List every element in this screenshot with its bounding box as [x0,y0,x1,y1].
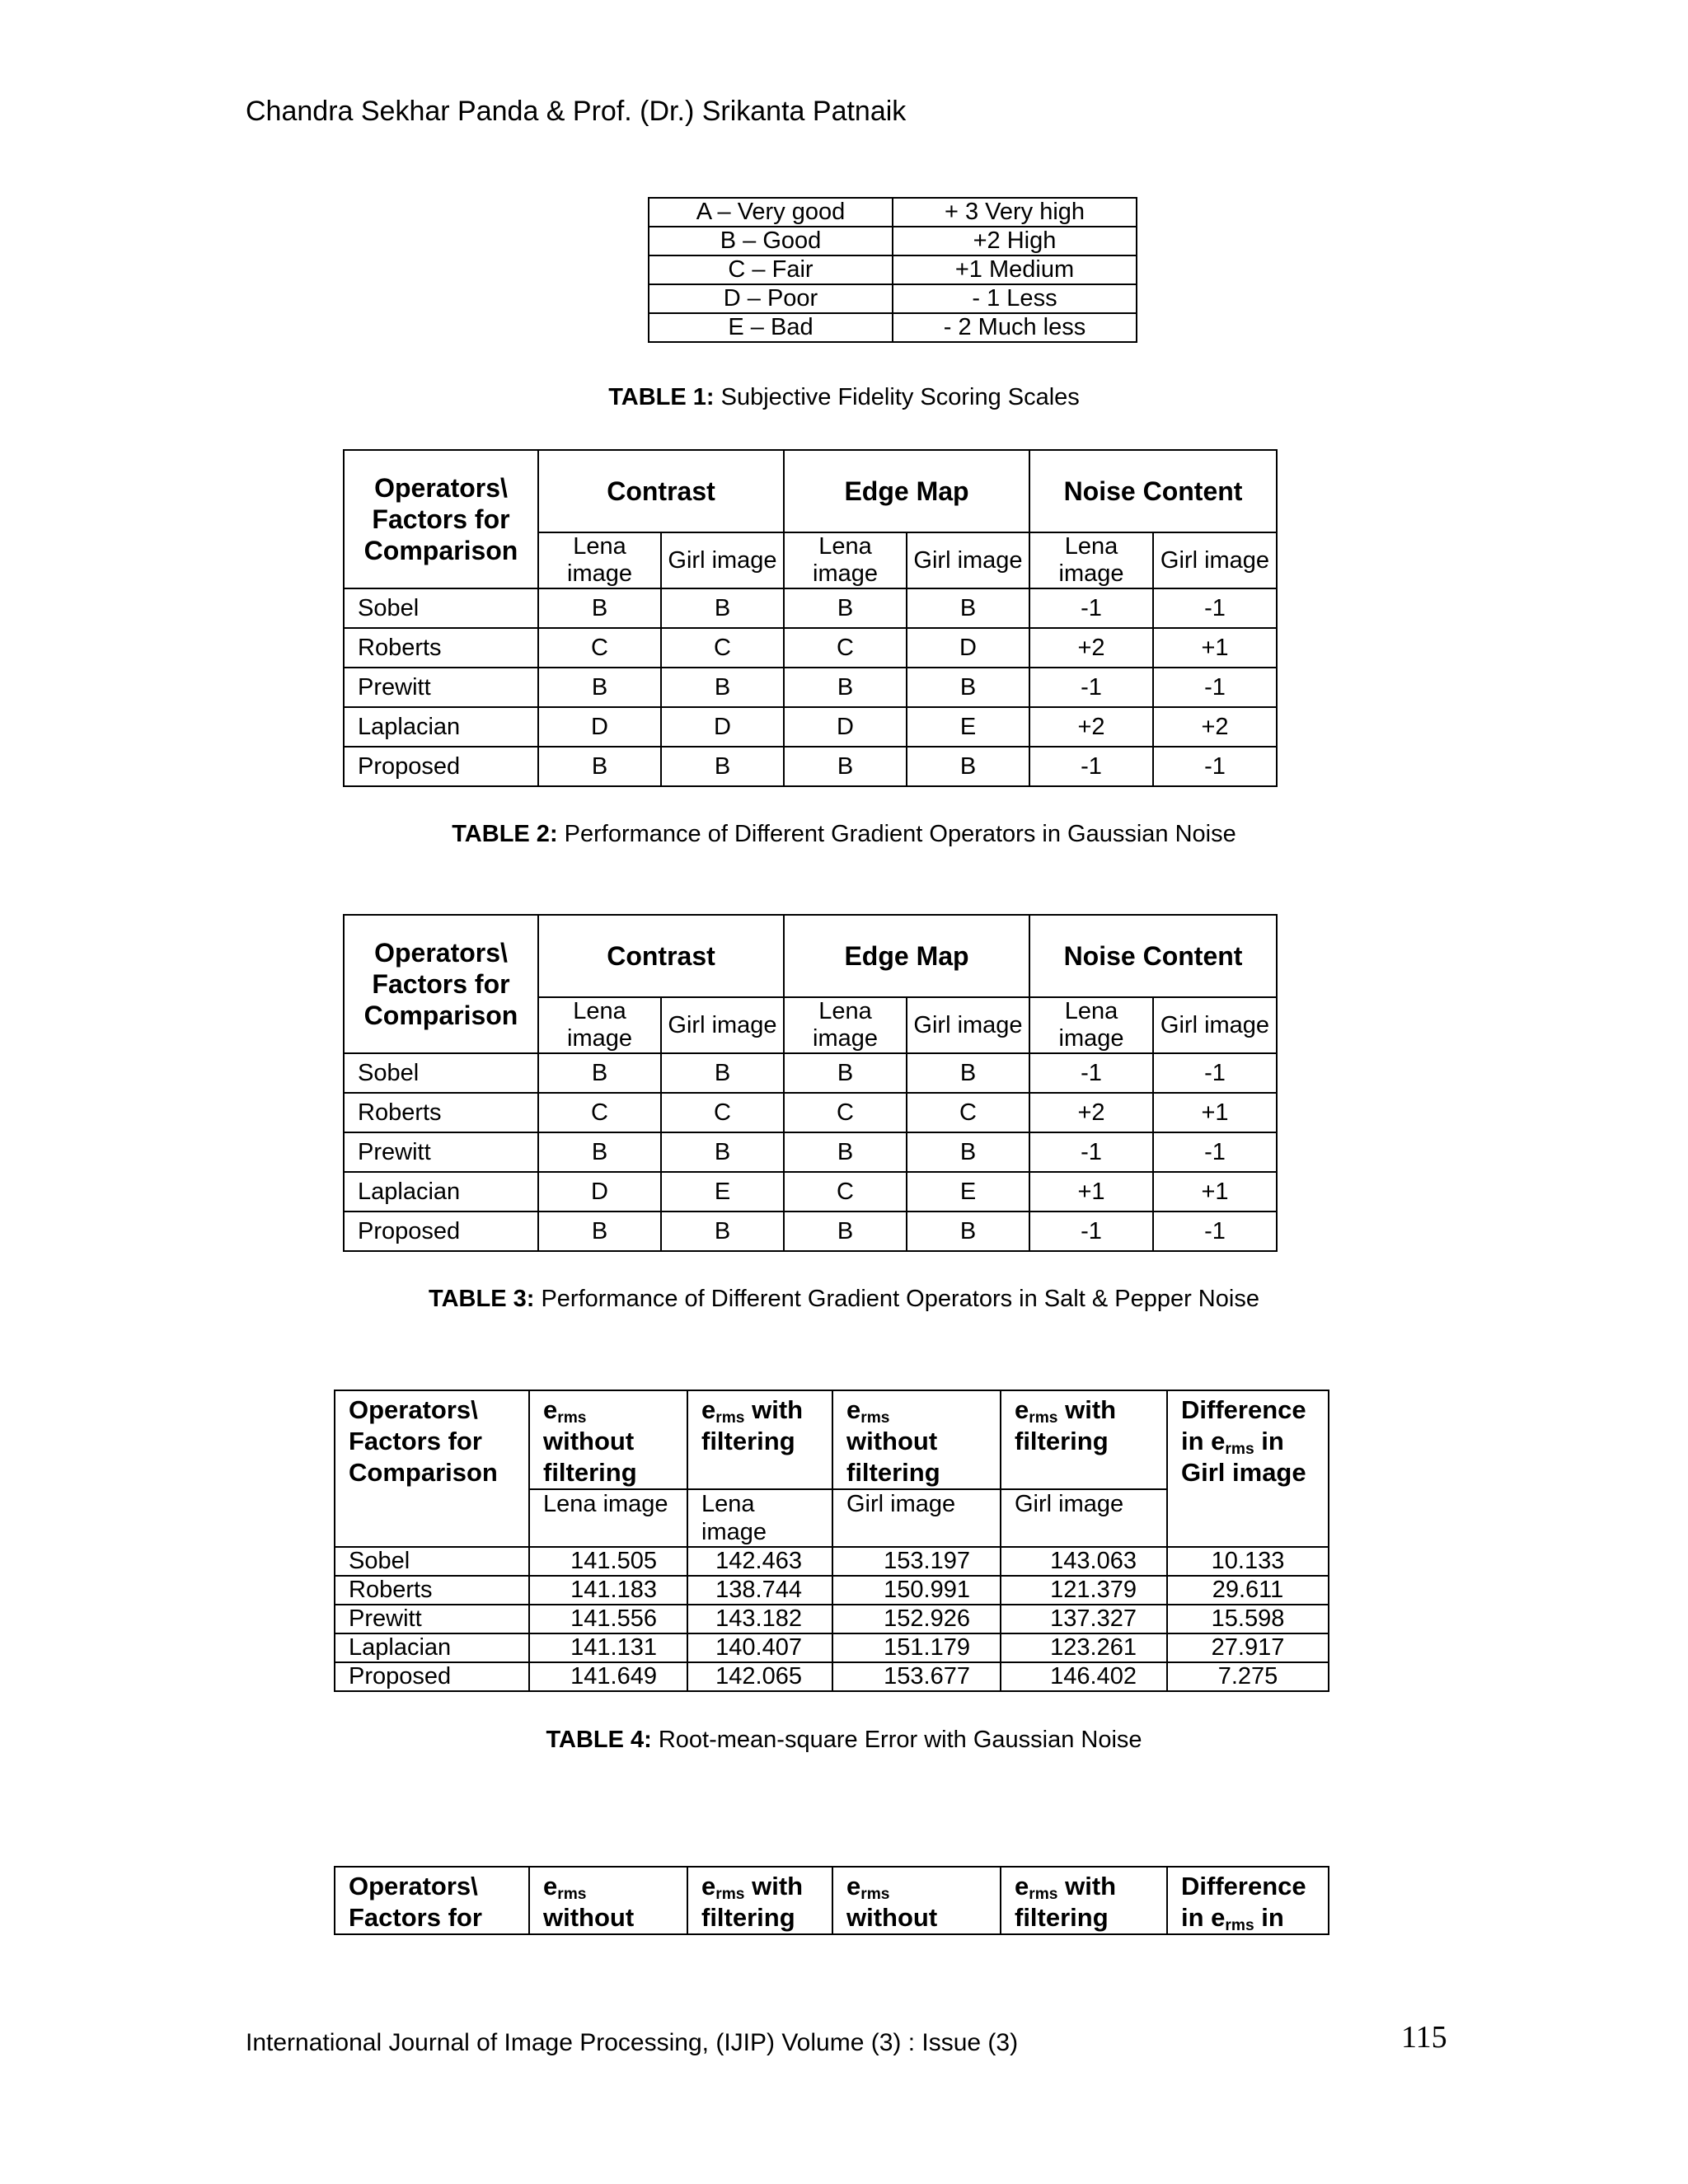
value-cell: 142.463 [687,1547,832,1576]
score-cell: +2 High [893,227,1137,255]
e-symbol: e [543,1872,558,1900]
rating-cell: D [784,707,907,747]
group-header: Edge Map [784,915,1029,997]
header-line: without [846,1903,938,1932]
table-row [335,1547,1329,1576]
value-cell: 27.917 [1167,1633,1329,1662]
rating-cell: B [661,668,784,707]
erms-without-filtering-header [832,1867,1001,1934]
table-row [344,747,1277,786]
rms-subscript: rms [715,1408,745,1427]
value-cell: 151.179 [832,1633,1001,1662]
caption-label: TABLE 3: [429,1286,535,1312]
table-1-scoring-scales [648,197,1137,343]
difference-header [1167,1390,1329,1547]
operator-name: Proposed [344,747,538,786]
header-line [1181,1426,1315,1457]
rating-cell: B [661,1212,784,1251]
rating-cell: -1 [1029,1212,1153,1251]
caption-label: TABLE 4: [546,1727,652,1753]
rating-cell: -1 [1029,1053,1153,1093]
caption-label: TABLE 1: [608,384,715,410]
with-text: with [1057,1395,1117,1424]
header-line [1181,1902,1315,1933]
grade-cell: B – Good [649,227,893,255]
with-text: with [744,1395,804,1424]
table-row [649,227,1137,255]
header-line: filtering [543,1458,637,1487]
operator-name: Sobel [344,1053,538,1093]
table-row [649,284,1137,313]
image-subheader: Lena image [538,997,661,1053]
table-row [344,1093,1277,1132]
operators-header [344,450,538,588]
value-cell: 10.133 [1167,1547,1329,1576]
caption-text: Root-mean-square Error with Gaussian Noise [651,1727,1142,1753]
operator-name: Roberts [335,1576,529,1605]
value-cell: 146.402 [1001,1662,1167,1691]
operators-header-line: Operators\ [349,1395,478,1424]
rating-cell: B [538,1212,661,1251]
rating-cell: B [661,588,784,628]
rating-cell: B [784,1053,907,1093]
erms-symbol [701,1872,745,1903]
value-cell: 15.598 [1167,1605,1329,1633]
rating-cell: C [907,1093,1029,1132]
header-line: filtering [701,1903,795,1932]
group-header: Contrast [538,915,784,997]
rating-cell: B [538,668,661,707]
erms-symbol [1015,1872,1058,1903]
rms-subscript: rms [715,1885,745,1903]
image-subheader: Lena image [784,532,907,588]
e-symbol: e [1015,1395,1029,1424]
header-line [846,1871,987,1902]
rating-cell: B [907,1132,1029,1172]
table-row [649,255,1137,284]
image-subheader: Lena image [1029,997,1153,1053]
operator-name: Roberts [344,1093,538,1132]
e-symbol: e [846,1872,861,1900]
rating-cell: +2 [1029,1093,1153,1132]
header-line: without [846,1427,938,1455]
header-line [1015,1871,1153,1902]
header-line: without [543,1427,635,1455]
table-row [344,628,1277,668]
rating-cell: -1 [1153,1053,1277,1093]
value-cell: 141.131 [529,1633,687,1662]
rating-cell: B [784,747,907,786]
table-5-continued-header [334,1866,1329,1935]
e-symbol: e [543,1395,558,1424]
score-cell: + 3 Very high [893,198,1137,227]
operator-name: Laplacian [344,707,538,747]
rating-cell: C [784,1172,907,1212]
rms-subscript: rms [1029,1885,1058,1903]
value-cell: 137.327 [1001,1605,1167,1633]
table-4-rms-error-gaussian [334,1390,1329,1692]
score-cell: - 1 Less [893,284,1137,313]
e-symbol: e [701,1395,716,1424]
erms-without-filtering-header [529,1867,687,1934]
operator-name: Laplacian [335,1633,529,1662]
header-line: filtering [1015,1427,1109,1455]
rating-cell: B [661,1132,784,1172]
rating-cell: -1 [1029,1132,1153,1172]
rms-subscript: rms [557,1885,587,1903]
image-subheader: Lena image [529,1489,687,1547]
caption-text: Subjective Fidelity Scoring Scales [714,384,1080,410]
value-cell: 141.505 [529,1547,687,1576]
image-subheader: Girl image [907,532,1029,588]
rms-subscript: rms [1225,1916,1254,1934]
rating-cell: B [661,747,784,786]
operator-name: Laplacian [344,1172,538,1212]
image-subheader: Lena image [538,532,661,588]
rating-cell: +1 [1029,1172,1153,1212]
rating-cell: B [538,1053,661,1093]
operators-header-line: Operators\ [374,938,508,968]
header-line: without [543,1903,635,1932]
header-line: filtering [846,1458,940,1487]
table-row [344,1132,1277,1172]
value-cell: 143.063 [1001,1547,1167,1576]
diff-text: in [1254,1903,1284,1932]
rating-cell: B [907,588,1029,628]
value-cell: 153.197 [832,1547,1001,1576]
rating-cell: B [907,1053,1029,1093]
table-row [344,588,1277,628]
header-line [543,1394,673,1426]
header-line [1015,1394,1153,1426]
grade-cell: A – Very good [649,198,893,227]
score-cell: - 2 Much less [893,313,1137,342]
rating-cell: C [784,1093,907,1132]
erms-symbol [543,1395,587,1427]
group-header: Noise Content [1029,450,1277,532]
grade-cell: E – Bad [649,313,893,342]
table-row [649,313,1137,342]
table-row [335,1633,1329,1662]
image-subheader: Girl image [832,1489,1001,1547]
erms-symbol [543,1872,587,1903]
table-row [344,707,1277,747]
table-2-caption [0,821,1688,848]
value-cell: 140.407 [687,1633,832,1662]
value-cell: 141.556 [529,1605,687,1633]
value-cell: 143.182 [687,1605,832,1633]
group-header: Edge Map [784,450,1029,532]
operators-header [335,1390,529,1547]
table-3-caption [0,1286,1688,1313]
running-header: Chandra Sekhar Panda & Prof. (Dr.) Srikanta Patnaik [246,96,907,127]
image-subheader: Lena image [1029,532,1153,588]
header-line: Difference [1181,1395,1306,1424]
value-cell: 142.065 [687,1662,832,1691]
operators-header-line: Comparison [349,1458,498,1487]
rating-cell: -1 [1153,668,1277,707]
header-line [543,1871,673,1902]
image-subheader: Girl image [1153,532,1277,588]
header-line: Difference [1181,1872,1306,1900]
value-cell: 150.991 [832,1576,1001,1605]
erms-with-filtering-header [687,1867,832,1934]
group-header: Contrast [538,450,784,532]
value-cell: 123.261 [1001,1633,1167,1662]
difference-header [1167,1867,1329,1934]
rating-cell: B [538,747,661,786]
operators-header-line: Factors for [372,504,510,534]
with-text: with [744,1872,804,1900]
grade-cell: C – Fair [649,255,893,284]
erms-without-filtering-header [529,1390,687,1489]
rating-cell: B [784,1212,907,1251]
value-cell: 152.926 [832,1605,1001,1633]
erms-with-filtering-header [687,1390,832,1489]
table-row [335,1605,1329,1633]
operator-name: Prewitt [335,1605,529,1633]
rating-cell: B [784,588,907,628]
table-row [344,1212,1277,1251]
rms-subscript: rms [860,1885,890,1903]
running-footer: International Journal of Image Processing, (IJIP) Volume (3) : Issue (3) [246,2029,1019,2056]
diff-text: in [1254,1427,1284,1455]
rating-cell: B [907,747,1029,786]
value-cell: 121.379 [1001,1576,1167,1605]
image-subheader: Girl image [1153,997,1277,1053]
operators-header-line: Factors for [372,969,510,999]
header-line [846,1394,987,1426]
operator-name: Prewitt [344,1132,538,1172]
rating-cell: -1 [1029,668,1153,707]
value-cell: 7.275 [1167,1662,1329,1691]
table-1-caption [0,384,1688,411]
diff-text: in e [1181,1903,1226,1932]
table-row [335,1576,1329,1605]
header-row [335,1867,1329,1934]
group-header: Noise Content [1029,915,1277,997]
operator-name: Prewitt [344,668,538,707]
rating-cell: B [784,668,907,707]
operators-header-line: Operators\ [349,1872,478,1900]
header-row [344,915,1277,997]
value-cell: 141.183 [529,1576,687,1605]
rating-cell: -1 [1153,1132,1277,1172]
rms-subscript: rms [557,1408,587,1427]
rms-subscript: rms [860,1408,890,1427]
operators-header-line: Factors for [349,1427,482,1455]
rating-cell: C [661,628,784,668]
caption-text: Performance of Different Gradient Operators in Salt & Pepper Noise [534,1286,1259,1312]
rating-cell: E [907,707,1029,747]
rating-cell: B [661,1053,784,1093]
header-row [344,450,1277,532]
rating-cell: C [538,628,661,668]
rating-cell: -1 [1153,1212,1277,1251]
table-row [344,1172,1277,1212]
grade-cell: D – Poor [649,284,893,313]
operators-header-line: Factors for [349,1903,482,1932]
rating-cell: C [661,1093,784,1132]
value-cell: 29.611 [1167,1576,1329,1605]
rating-cell: B [907,1212,1029,1251]
rating-cell: +2 [1153,707,1277,747]
table-row [344,668,1277,707]
caption-label: TABLE 2: [452,821,558,847]
table-2-gaussian-noise [343,449,1278,787]
rating-cell: +2 [1029,707,1153,747]
table-3-salt-pepper-noise [343,914,1278,1252]
operator-name: Sobel [344,588,538,628]
operator-name: Roberts [344,628,538,668]
rms-subscript: rms [1029,1408,1058,1427]
table-4-caption [0,1727,1688,1754]
erms-symbol [846,1872,890,1903]
rating-cell: -1 [1029,747,1153,786]
diff-text: in e [1181,1427,1226,1455]
image-subheader: Girl image [907,997,1029,1053]
header-line [701,1871,818,1902]
value-cell: 153.677 [832,1662,1001,1691]
image-subheader: Lena image [687,1489,832,1547]
operator-name: Proposed [335,1662,529,1691]
page-number: 115 [1401,2020,1447,2055]
rating-cell: E [661,1172,784,1212]
rating-cell: D [538,1172,661,1212]
header-row [335,1390,1329,1489]
e-symbol: e [1015,1872,1029,1900]
rating-cell: D [661,707,784,747]
rating-cell: D [907,628,1029,668]
rating-cell: B [538,588,661,628]
rating-cell: -1 [1153,747,1277,786]
table-row [649,198,1137,227]
e-symbol: e [846,1395,861,1424]
operator-name: Proposed [344,1212,538,1251]
operators-header [344,915,538,1053]
rating-cell: D [538,707,661,747]
rating-cell: +1 [1153,628,1277,668]
rating-cell: -1 [1153,588,1277,628]
table-row [335,1662,1329,1691]
erms-symbol [701,1395,745,1427]
rating-cell: E [907,1172,1029,1212]
erms-symbol [1015,1395,1058,1427]
rating-cell: B [538,1132,661,1172]
e-symbol: e [701,1872,716,1900]
erms-with-filtering-header [1001,1867,1167,1934]
header-line: Girl image [1181,1458,1306,1487]
rating-cell: B [784,1132,907,1172]
rms-subscript: rms [1225,1440,1254,1458]
image-subheader: Girl image [661,997,784,1053]
rating-cell: -1 [1029,588,1153,628]
image-subheader: Lena image [784,997,907,1053]
with-text: with [1057,1872,1117,1900]
value-cell: 138.744 [687,1576,832,1605]
value-cell: 141.649 [529,1662,687,1691]
rating-cell: B [907,668,1029,707]
header-line [701,1394,818,1426]
operators-header-line: Comparison [363,1001,518,1030]
image-subheader: Girl image [661,532,784,588]
operators-header-line: Comparison [363,536,518,565]
rating-cell: C [784,628,907,668]
operators-header-line: Operators\ [374,473,508,503]
rating-cell: C [538,1093,661,1132]
erms-with-filtering-header [1001,1390,1167,1489]
header-line: filtering [1015,1903,1109,1932]
rating-cell: +1 [1153,1172,1277,1212]
header-line: filtering [701,1427,795,1455]
operators-header [335,1867,529,1934]
rating-cell: +1 [1153,1093,1277,1132]
operator-name: Sobel [335,1547,529,1576]
table-row [344,1053,1277,1093]
erms-without-filtering-header [832,1390,1001,1489]
erms-symbol [846,1395,890,1427]
score-cell: +1 Medium [893,255,1137,284]
image-subheader: Girl image [1001,1489,1167,1547]
rating-cell: +2 [1029,628,1153,668]
caption-text: Performance of Different Gradient Operators in Gaussian Noise [557,821,1236,847]
